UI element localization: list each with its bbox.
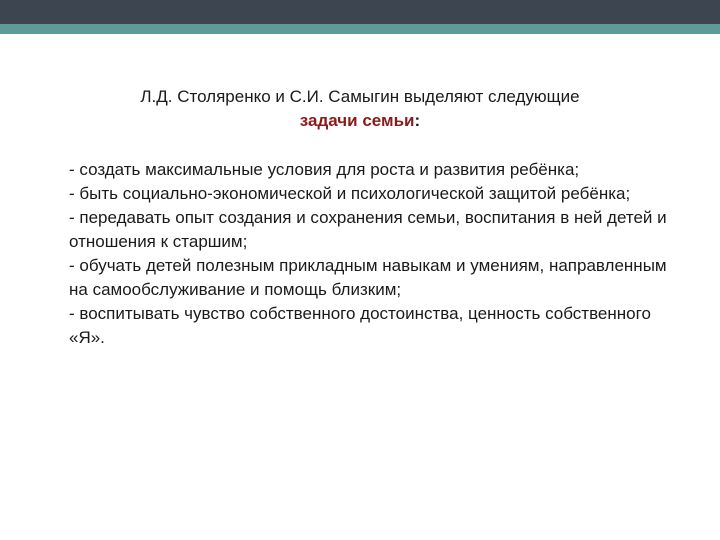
divider-strip [0,34,428,41]
heading-highlight: задачи семьи [299,111,415,130]
list-item: - воспитывать чувство собственного достоинства, ценность собственного «Я». [69,304,651,347]
list-item: - передавать опыт создания и сохранения семьи, воспитания в ней детей и отношения к старшим; [69,208,667,251]
top-bar [0,0,720,24]
list-item: - создать максимальные условия для роста и развития ребёнка; [69,160,580,179]
heading-colon: : [414,111,421,130]
task-list [69,158,679,350]
accent-stripe [0,24,720,34]
list-item: - быть социально-экономической и психологической защитой ребёнка; [69,184,631,203]
list-item: - обучать детей полезным прикладным навыкам и умениям, направленным на самообслуживание и помощь близким; [69,256,667,299]
slide-heading [60,85,660,133]
heading-text: Л.Д. Столяренко и С.И. Самыгин выделяют следующие [140,87,580,106]
